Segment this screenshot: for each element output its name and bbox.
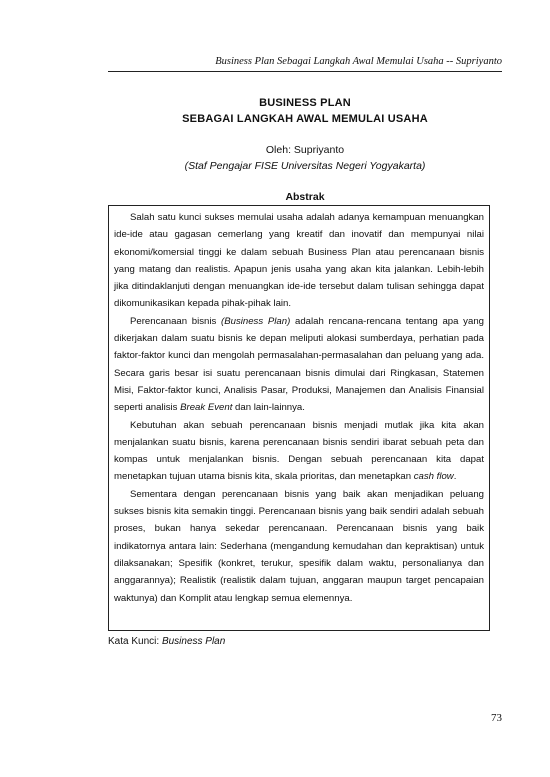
keywords-value: Business Plan [161,636,226,647]
page-number: 73 [491,712,502,724]
abstract-paragraph-3: Kebutuhan akan sebuah perencanaan bisnis menjadi mutlak jika kita akan menjalankan suatu bisnis, karena perencanaan bisnis sendiri ibarat sebuah peta dan kompas untuk menjalankan bisnis. Dengan sebuah perencanaan kita dapat menetapkan tujuan utama bisnis kita, skala prioritas, dan menetapkan cash flow. [114,419,484,483]
abstract-box [108,205,490,631]
paper-title-line-1: BUSINESS PLAN [259,97,351,109]
paper-title-line-2: SEBAGAI LANGKAH AWAL MEMULAI USAHA [182,113,428,125]
abstract-paragraph-4: Sementara dengan perencanaan bisnis yang baik akan menjadikan peluang sukses bisnis kita semakin tinggi. Perencanaan bisnis yang baik sendiri adalah sebuah proses, bukan hanya sekedar perencanaan. Perencanaan bisnis yang baik indikatornya antara lain: Sederhana (mengandung kemudahan dan kepraktisan) untuk dilaksanakan; Spesifik (konkret, terukur, spesifik dalam waktu, personalianya dan anggarannya); Realistik (realistik dalam tujuan, anggaran maupun target pencapaian waktunya) dan Komplit atau lengkap semua elemennya. [114,488,484,604]
keywords-label: Kata Kunci: [108,636,160,647]
header-rule [108,71,502,72]
abstract-paragraph-2: Perencanaan bisnis (Business Plan) adalah rencana-rencana tentang apa yang dikerjakan dalam suatu bisnis ke depan meliputi alokasi sumberdaya, perhatian pada faktor-faktor kunci dan mengolah permasalahan-permasalahan dan peluang yang ada. Secara garis besar isi suatu perencanaan bisnis dimulai dari Ringkasan, Statemen Misi, Faktor-faktor kunci, Analisis Pasar, Produksi, Manajemen dan Analisis Finansial seperti analisis Break Event dan lain-lainnya. [114,315,484,414]
abstract-heading: Abstrak [285,191,325,203]
author-affiliation: (Staf Pengajar FISE Universitas Negeri Yogyakarta) [184,160,426,172]
abstract-paragraph-1: Salah satu kunci sukses memulai usaha adalah adanya kemampuan menuangkan ide-ide atau gagasan cemerlang yang kreatif dan inovatif dan mempunyai nilai ekonomi/komersial tinggi ke dalam sebuah Business Plan atau perencanaan bisnis yang matang dan realistis. Apapun jenis usaha yang akan kita jalankan. Lebih-lebih jika ditindaklanjuti dengan menuangkan ide-ide tersebut dalam tulisan sehingga dapat dikomunikasikan kepada pihak-pihak lain. [114,212,484,310]
author-byline: Oleh: Supriyanto [265,144,345,156]
running-header: Business Plan Sebagai Langkah Awal Memulai Usaha -- Supriyanto [215,56,502,67]
keywords-line [108,636,225,647]
